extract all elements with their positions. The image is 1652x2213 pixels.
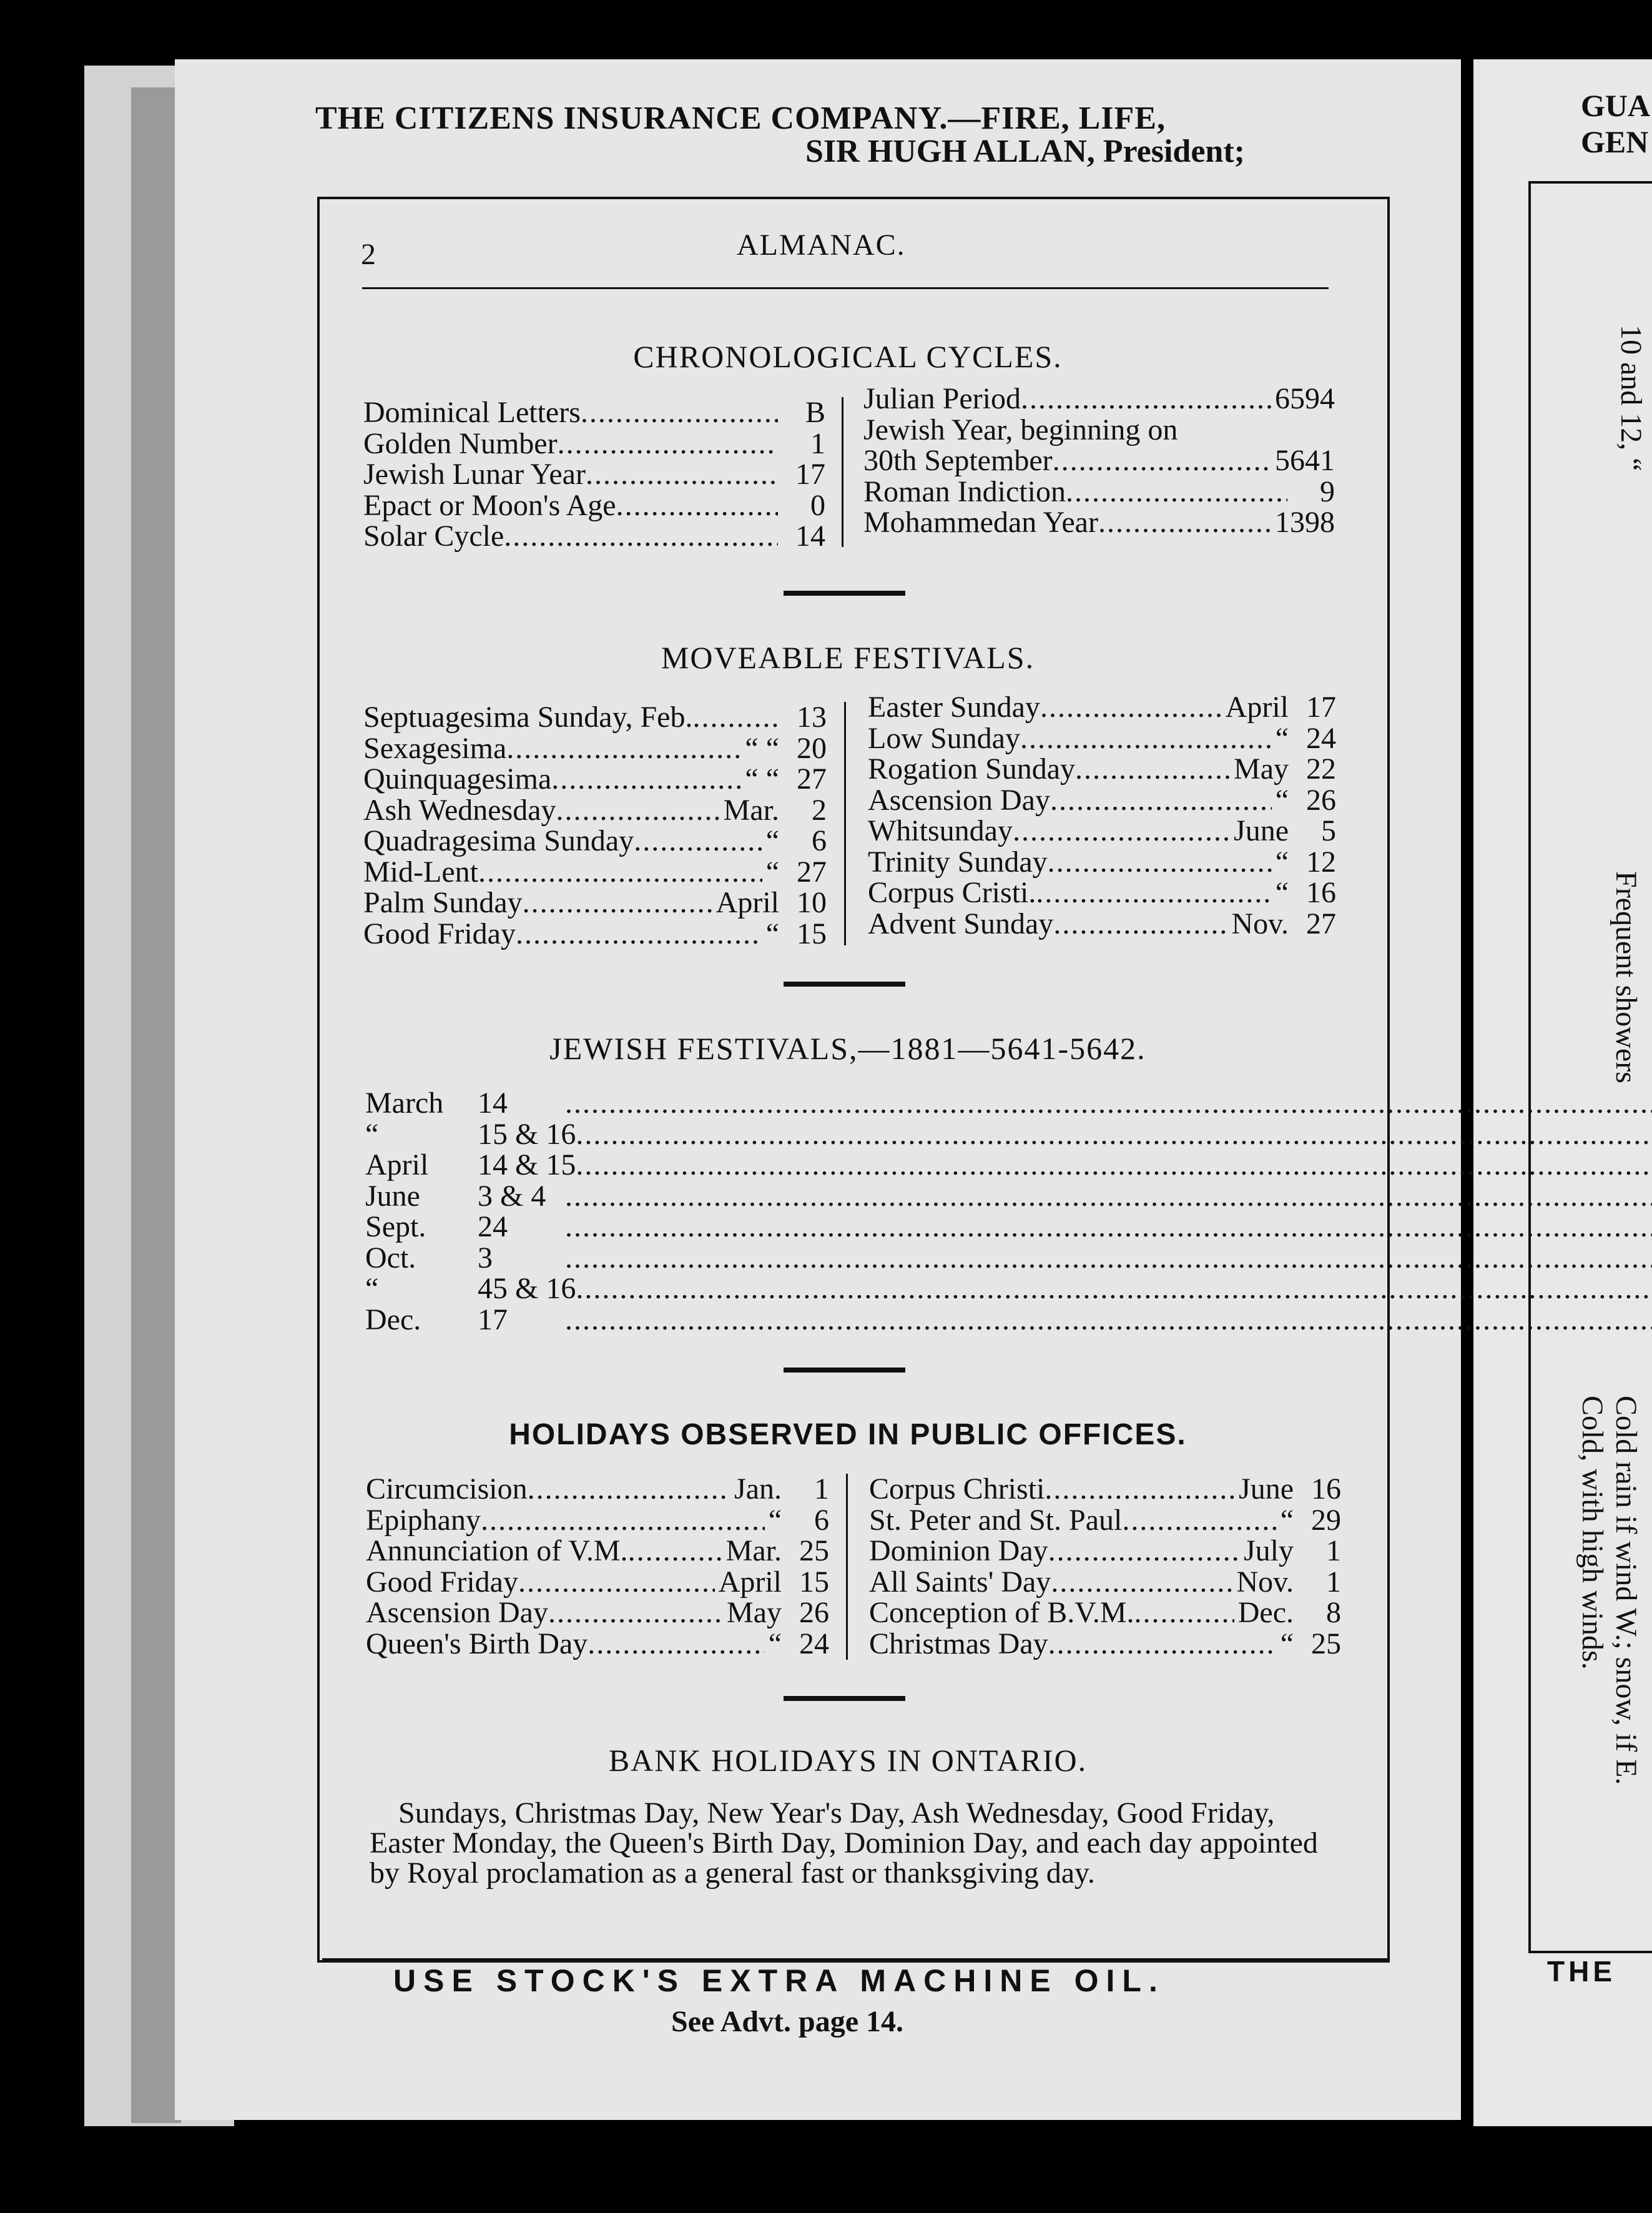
list-item	[869, 1474, 1341, 1505]
list-item	[868, 754, 1336, 785]
item-value: 6	[814, 1503, 829, 1537]
item-value: 20	[797, 731, 827, 765]
list-item	[363, 887, 827, 919]
section-title-moveable: MOVEABLE FESTIVALS.	[661, 640, 1035, 675]
item-month: July	[1243, 1534, 1294, 1567]
item-value: 15	[799, 1565, 829, 1599]
leader-dots	[1122, 1505, 1276, 1536]
leader-dots	[1048, 1629, 1277, 1660]
leader-dots	[1066, 476, 1287, 508]
item-label: Good Friday	[366, 1565, 518, 1599]
leader-dots	[565, 1181, 1652, 1212]
leader-dots	[518, 1567, 715, 1598]
item-value: 22	[1306, 752, 1336, 786]
item-month: Mar.	[723, 793, 779, 827]
item-month: April	[715, 886, 779, 919]
item-ditto: “	[1275, 845, 1289, 879]
item-label: Dominion Day	[869, 1534, 1048, 1567]
festival-day: 17	[478, 1303, 508, 1336]
item-label: Easter Sunday	[868, 691, 1040, 724]
leader-dots	[1098, 507, 1271, 538]
festival-month: March	[365, 1087, 444, 1120]
list-item	[869, 1535, 1341, 1567]
festival-month: Sept.	[365, 1210, 426, 1243]
item-month: Nov.	[1231, 907, 1289, 940]
list-item	[868, 847, 1336, 878]
list-item	[365, 1150, 1327, 1181]
page-stack-shadow	[131, 87, 181, 2123]
list-item	[868, 785, 1336, 816]
list-item	[363, 397, 825, 428]
item-label: Whitsunday	[868, 814, 1013, 847]
item-ditto: “	[768, 1627, 782, 1660]
item-value: 5	[1321, 814, 1336, 847]
list-item	[868, 723, 1336, 754]
item-label: Annunciation of V.M.	[366, 1534, 628, 1567]
list-item	[363, 521, 825, 552]
list-item	[363, 764, 827, 795]
section-title-holidays: HOLIDAYS OBSERVED IN PUBLIC OFFICES.	[509, 1418, 1187, 1451]
festival-date	[365, 1243, 1652, 1274]
item-label: All Saints' Day	[869, 1565, 1051, 1599]
festival-month: Dec.	[365, 1303, 421, 1336]
item-label: Corpus Cristi.	[868, 876, 1036, 909]
item-label: Septuagesima Sunday, Feb.	[363, 701, 693, 734]
item-month: Nov.	[1236, 1565, 1294, 1599]
leader-dots	[1053, 909, 1227, 940]
section-title-chronological: CHRONOLOGICAL CYCLES.	[633, 339, 1063, 374]
leader-dots	[588, 1629, 764, 1660]
list-item	[868, 692, 1336, 723]
frame-bottom-rule	[322, 1958, 1387, 1961]
list-item	[868, 877, 1336, 909]
list-item	[869, 1567, 1341, 1598]
leader-dots	[478, 857, 762, 888]
leader-dots	[576, 1150, 1652, 1181]
holidays-right-column	[869, 1474, 1341, 1659]
leader-dots	[528, 1474, 730, 1505]
bank-holidays-text: Sundays, Christmas Day, New Year's Day, Ash Wednesday, Good Friday, Easter Monday, the Queen's Birth Day, Dominion Day, and each day appointed by Royal proclamation as a general fast or thanksgiving day.	[370, 1797, 1318, 1890]
list-item	[365, 1304, 1327, 1336]
leader-dots	[523, 887, 712, 919]
item-value: 29	[1311, 1503, 1341, 1537]
leader-dots	[1075, 754, 1230, 785]
item-value: 24	[1306, 721, 1336, 755]
item-ditto: “	[1280, 1627, 1294, 1660]
list-item	[365, 1211, 1327, 1243]
item-month: June	[1239, 1472, 1294, 1506]
facing-page-header	[1581, 87, 1650, 160]
leader-dots	[558, 428, 778, 460]
item-value: 10	[797, 886, 827, 919]
leader-dots	[576, 1119, 1652, 1150]
item-value: 1398	[1275, 506, 1335, 539]
leader-dots	[565, 1211, 1652, 1243]
item-label: Conception of B.V.M.	[869, 1596, 1134, 1629]
column-divider	[842, 397, 843, 547]
leader-dots	[565, 1243, 1652, 1274]
item-month: May	[1234, 752, 1289, 786]
item-value: 8	[1326, 1596, 1341, 1629]
list-item	[363, 490, 825, 521]
festival-month: Oct.	[365, 1241, 416, 1274]
leader-dots	[548, 1597, 723, 1629]
list-item	[363, 826, 827, 857]
leader-dots	[576, 1273, 1652, 1304]
festival-day: 24	[478, 1210, 508, 1243]
list-item	[863, 383, 1335, 415]
list-item	[869, 1629, 1341, 1660]
item-value: 25	[799, 1534, 829, 1567]
item-month: April	[1225, 691, 1289, 724]
column-divider	[844, 702, 846, 945]
list-item	[363, 733, 827, 764]
holidays-left-column	[366, 1474, 829, 1659]
section-divider	[784, 982, 905, 987]
leader-dots	[586, 459, 778, 490]
item-ditto: “	[768, 1503, 782, 1537]
item-month: Mar.	[725, 1534, 782, 1567]
item-label: Jewish Year, beginning on	[863, 413, 1178, 446]
list-item	[365, 1243, 1327, 1274]
item-label: Palm Sunday	[363, 886, 523, 919]
leader-dots	[692, 702, 779, 733]
leader-dots	[506, 733, 741, 764]
festival-date	[365, 1119, 1652, 1150]
leader-dots	[1051, 1567, 1232, 1598]
list-item	[366, 1474, 829, 1505]
moveable-left-column	[363, 702, 827, 949]
section-divider	[784, 1696, 905, 1701]
list-item	[363, 857, 827, 888]
list-item	[366, 1535, 829, 1567]
festival-day: 3 & 4	[478, 1179, 546, 1213]
item-value: 26	[1306, 783, 1336, 817]
list-item	[365, 1181, 1327, 1212]
item-label: Good Friday	[363, 917, 516, 950]
list-item	[363, 795, 827, 826]
facing-vertical-text-2: Frequent showers	[1610, 871, 1643, 1083]
chronological-right-column	[863, 383, 1335, 538]
festival-day: 15 & 16	[478, 1117, 576, 1151]
list-item	[869, 1597, 1341, 1629]
item-ditto: “	[1275, 721, 1289, 755]
list-item	[868, 909, 1336, 940]
chronological-left-column	[363, 397, 825, 552]
item-value: 1	[1326, 1534, 1341, 1567]
festival-day: 14	[478, 1087, 508, 1120]
facing-header-line-1: GUA	[1581, 88, 1651, 123]
item-label: Epact or Moon's Age	[363, 488, 616, 522]
list-item	[366, 1567, 829, 1598]
item-ditto: “	[1275, 876, 1289, 909]
section-title-jewish: JEWISH FESTIVALS,—1881—5641-5642.	[549, 1031, 1146, 1066]
leader-dots	[481, 1505, 765, 1536]
leader-dots	[1048, 1535, 1240, 1567]
item-label: Ash Wednesday	[363, 793, 556, 827]
item-ditto: “	[765, 824, 779, 857]
item-value: 6	[812, 824, 827, 857]
leader-dots	[634, 826, 762, 857]
section-divider	[784, 591, 905, 596]
item-label: Jewish Lunar Year	[363, 458, 586, 491]
festival-date	[365, 1273, 1652, 1304]
item-value: 27	[797, 855, 827, 889]
item-value: 17	[1306, 691, 1336, 724]
leader-dots	[581, 397, 778, 428]
section-divider	[784, 1368, 905, 1373]
header-line-2: SIR HUGH ALLAN, President;	[805, 134, 1245, 169]
list-item	[863, 507, 1335, 538]
item-label: Golden Number	[363, 426, 558, 460]
item-label: Corpus Christi	[869, 1472, 1045, 1506]
item-label: Rogation Sunday	[868, 752, 1075, 786]
item-value: 26	[799, 1596, 829, 1629]
item-value: 25	[1311, 1627, 1341, 1660]
item-ditto: “ “	[745, 731, 779, 765]
item-value: 1	[814, 1472, 829, 1506]
item-value: 0	[810, 488, 825, 522]
item-month: April	[718, 1565, 782, 1599]
list-item	[363, 459, 825, 490]
facing-bottom-text: THE	[1547, 1955, 1616, 1988]
item-label: Ascension Day	[366, 1596, 548, 1629]
facing-vertical-text-4: Cold, with high winds.	[1576, 1396, 1609, 1670]
list-item	[366, 1629, 829, 1660]
item-value: 13	[797, 701, 827, 734]
item-month: Jan.	[734, 1472, 782, 1506]
item-label: 30th September	[863, 444, 1053, 477]
item-value: 27	[1306, 907, 1336, 940]
list-item	[366, 1597, 829, 1629]
jewish-festivals-list	[365, 1088, 1327, 1335]
item-label: Mohammedan Year	[863, 506, 1098, 539]
list-item	[365, 1273, 1327, 1304]
item-label: Solar Cycle	[363, 520, 504, 553]
leader-dots	[556, 795, 720, 826]
leader-dots	[1048, 847, 1272, 878]
festival-date	[365, 1088, 1652, 1119]
item-value: 15	[797, 917, 827, 950]
item-label: Circumcision	[366, 1472, 528, 1506]
leader-dots	[1134, 1597, 1234, 1629]
item-label: St. Peter and St. Paul	[869, 1503, 1123, 1537]
item-ditto: “	[765, 917, 779, 950]
leader-dots	[516, 919, 762, 950]
item-value	[1181, 415, 1229, 446]
festival-date	[365, 1211, 1652, 1243]
list-item	[365, 1088, 1327, 1119]
advert-line-2: See Advt. page 14.	[671, 2005, 903, 2038]
item-label: Quinquagesima	[363, 762, 552, 796]
list-item	[365, 1119, 1327, 1150]
item-label: Quadragesima Sunday	[363, 824, 634, 857]
item-label: Mid-Lent	[363, 855, 478, 889]
leader-dots	[565, 1088, 1652, 1119]
item-label: Julian Period	[863, 382, 1021, 415]
festival-month: April	[365, 1148, 429, 1181]
item-value: B	[805, 396, 825, 429]
leader-dots	[504, 521, 778, 552]
list-item	[366, 1505, 829, 1536]
festival-day: 3	[478, 1241, 493, 1274]
item-value: 16	[1306, 876, 1336, 909]
item-label: Dominical Letters	[363, 396, 581, 429]
header-line-1: THE CITIZENS INSURANCE COMPANY.—FIRE, LIFE,	[315, 101, 1166, 136]
leader-dots	[551, 764, 741, 795]
page-number: 2	[361, 238, 376, 271]
item-value: 12	[1306, 845, 1336, 879]
leader-dots	[1053, 445, 1271, 476]
list-item	[868, 816, 1336, 847]
item-month: May	[727, 1596, 782, 1629]
leader-dots	[1013, 816, 1230, 847]
item-label: Advent Sunday	[868, 907, 1054, 940]
item-value: 6594	[1275, 382, 1335, 415]
festival-day: 45 & 16	[478, 1272, 576, 1305]
item-value: 17	[795, 458, 825, 491]
list-item	[363, 919, 827, 950]
item-label: Queen's Birth Day	[366, 1627, 588, 1660]
festival-month: “	[365, 1117, 379, 1151]
festival-date	[365, 1304, 1652, 1336]
item-label: Trinity Sunday	[868, 845, 1048, 879]
leader-dots	[1021, 383, 1271, 415]
item-label: Sexagesima	[363, 731, 507, 765]
header-rule	[362, 287, 1329, 289]
item-value: 27	[797, 762, 827, 796]
item-value: 16	[1311, 1472, 1341, 1506]
list-item	[363, 428, 825, 460]
item-label: Roman Indiction	[863, 475, 1066, 508]
festival-month: June	[365, 1179, 420, 1213]
leader-dots	[1050, 785, 1272, 816]
item-ditto: “	[1280, 1503, 1294, 1537]
item-month: June	[1234, 814, 1289, 847]
section-title-bank: BANK HOLIDAYS IN ONTARIO.	[608, 1743, 1088, 1778]
list-item	[869, 1505, 1341, 1536]
item-label: Epiphany	[366, 1503, 481, 1537]
item-value: 1	[1326, 1565, 1341, 1599]
list-item	[863, 415, 1335, 446]
facing-vertical-text-3: Cold rain if wind W.; snow, if E.	[1610, 1396, 1643, 1785]
item-label: Low Sunday	[868, 721, 1020, 755]
leader-dots	[565, 1304, 1652, 1336]
item-month: Dec.	[1237, 1596, 1294, 1629]
item-value: 1	[810, 426, 825, 460]
item-label: Ascension Day	[868, 783, 1050, 817]
item-ditto: “	[765, 855, 779, 889]
facing-header-line-2: GEN	[1581, 124, 1649, 159]
running-title: ALMANAC.	[737, 229, 906, 262]
leader-dots	[1036, 877, 1271, 909]
list-item	[363, 702, 827, 733]
festival-month: “	[365, 1272, 379, 1305]
leader-dots	[1020, 723, 1272, 754]
leader-dots	[628, 1535, 722, 1567]
advert-line-1: USE STOCK'S EXTRA MACHINE OIL.	[393, 1963, 1165, 1998]
item-value: 5641	[1275, 444, 1335, 477]
leader-dots	[1045, 1474, 1235, 1505]
list-item	[863, 476, 1335, 508]
item-value: 2	[812, 793, 827, 827]
list-item	[863, 445, 1335, 476]
item-ditto: “ “	[745, 762, 779, 796]
item-value: 9	[1320, 475, 1335, 508]
leader-dots	[1040, 692, 1222, 723]
festival-day: 14 & 15	[478, 1148, 576, 1181]
item-ditto: “	[1275, 783, 1289, 817]
item-label: Christmas Day	[869, 1627, 1048, 1660]
facing-vertical-text-1: 10 and 12, “	[1615, 325, 1648, 471]
festival-date	[365, 1181, 1652, 1212]
column-divider	[846, 1474, 848, 1660]
bank-holidays-paragraph	[370, 1798, 1344, 1888]
item-value: 14	[795, 520, 825, 553]
item-value: 24	[799, 1627, 829, 1660]
leader-dots	[616, 490, 778, 521]
festival-date	[365, 1150, 1652, 1181]
moveable-right-column	[868, 692, 1336, 939]
